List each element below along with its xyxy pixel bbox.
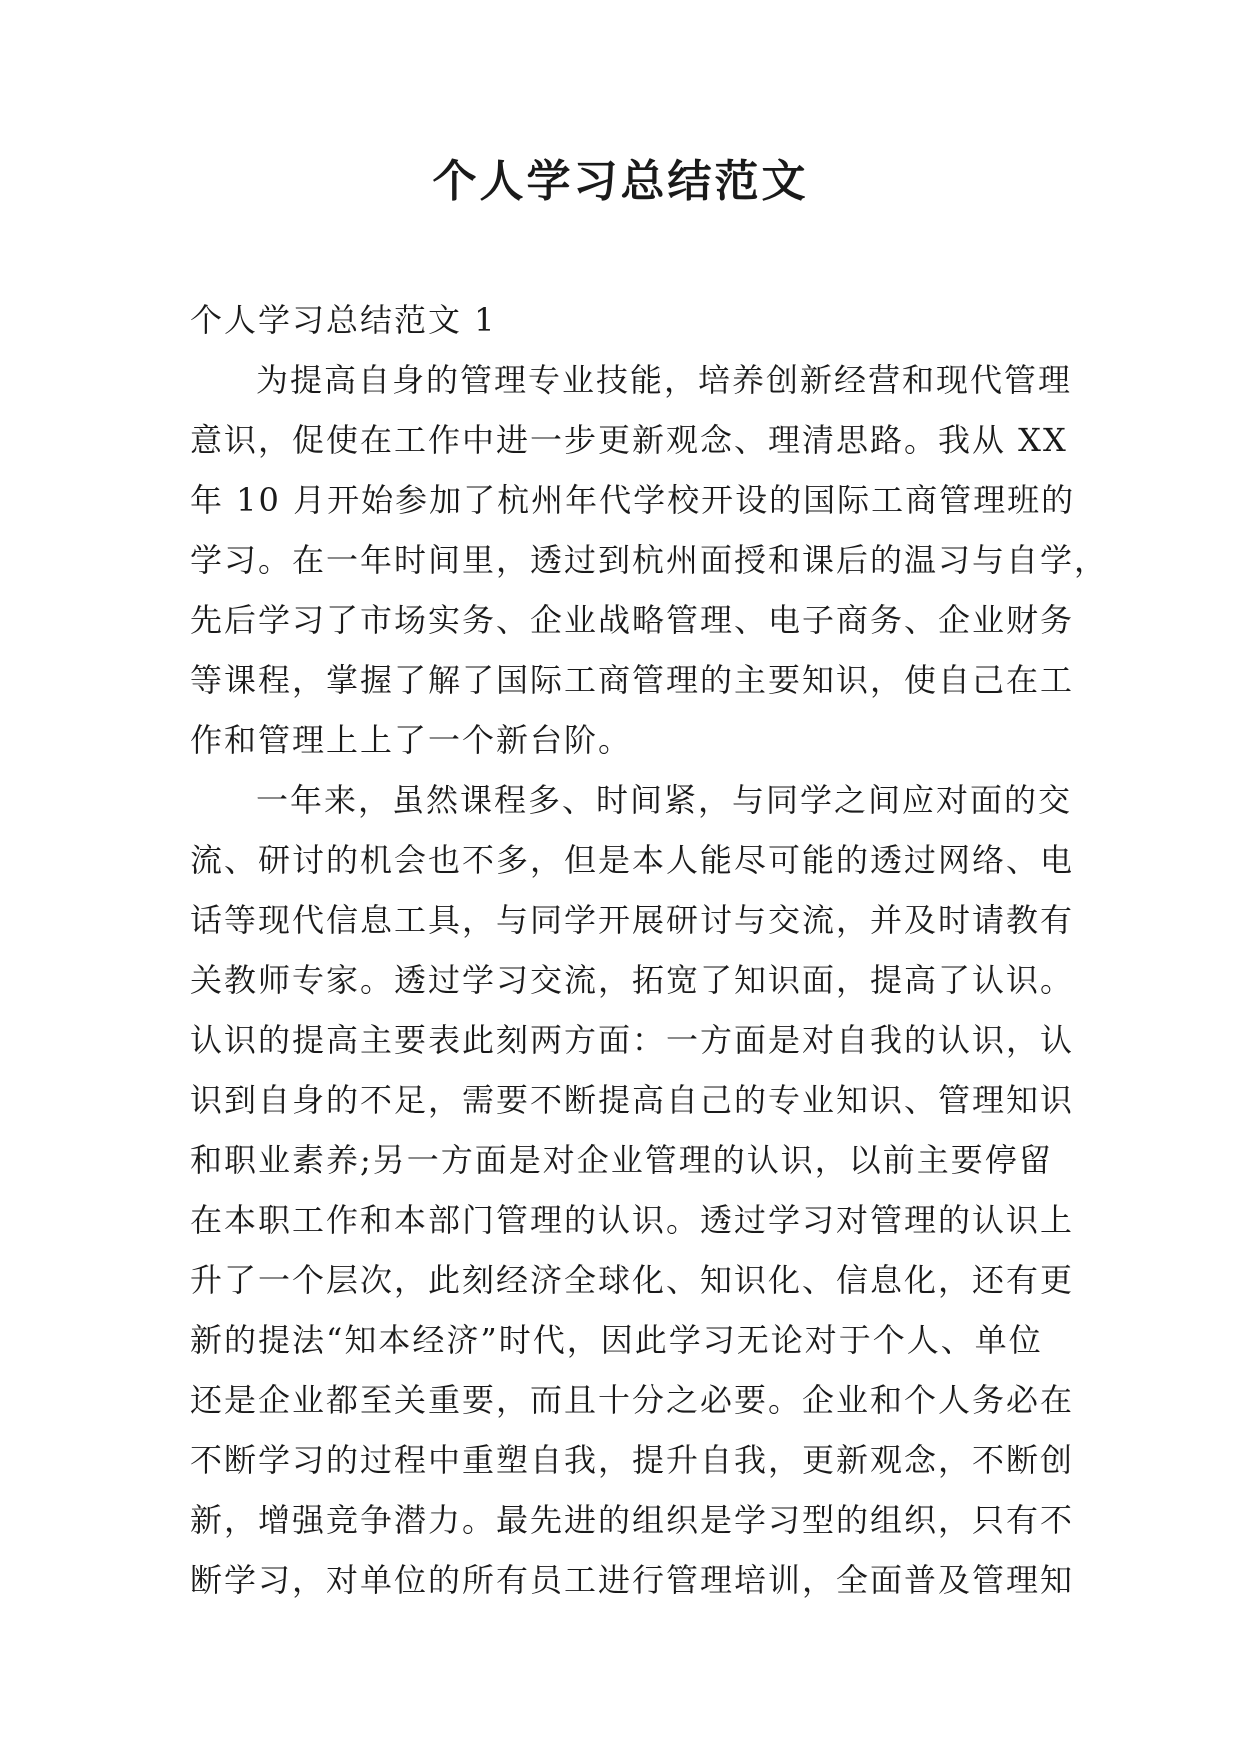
paragraph-line: 关教师专家。透过学习交流，拓宽了知识面，提高了认识。 bbox=[190, 961, 1075, 999]
paragraph-line: 和职业素养;另一方面是对企业管理的认识，以前主要停留 bbox=[190, 1141, 1053, 1179]
paragraph-line: 等课程，掌握了解了国际工商管理的主要知识，使自己在工 bbox=[190, 661, 1075, 699]
section-heading: 个人学习总结范文 1 bbox=[190, 301, 497, 339]
paragraph-line: 断学习，对单位的所有员工进行管理培训，全面普及管理知 bbox=[190, 1561, 1075, 1599]
paragraph-1 bbox=[190, 350, 1109, 770]
paragraph-line: 新的提法“知本经济”时代，因此学习无论对于个人、单位 bbox=[190, 1321, 1043, 1359]
paragraph-line: 一年来，虽然课程多、时间紧，与同学之间应对面的交 bbox=[256, 781, 1073, 819]
paragraph-line: 先后学习了市场实务、企业战略管理、电子商务、企业财务 bbox=[190, 601, 1075, 639]
document-title: 个人学习总结范文 bbox=[432, 156, 809, 207]
paragraph-line: 话等现代信息工具，与同学开展研讨与交流，并及时请教有 bbox=[190, 901, 1075, 939]
paragraph-line: 在本职工作和本部门管理的认识。透过学习对管理的认识上 bbox=[190, 1201, 1075, 1239]
paragraph-line: 作和管理上上了一个新台阶。 bbox=[190, 721, 633, 759]
paragraph-2 bbox=[190, 770, 1075, 1610]
paragraph-line: 升了一个层次，此刻经济全球化、知识化、信息化，还有更 bbox=[190, 1261, 1075, 1299]
paragraph-line: 还是企业都至关重要，而且十分之必要。企业和个人务必在 bbox=[190, 1381, 1075, 1419]
paragraph-line: 新，增强竞争潜力。最先进的组织是学习型的组织，只有不 bbox=[190, 1501, 1075, 1539]
paragraph-line: 识到自身的不足，需要不断提高自己的专业知识、管理知识 bbox=[190, 1081, 1075, 1119]
paragraph-line: 为提高自身的管理专业技能，培养创新经营和现代管理 bbox=[256, 361, 1073, 399]
paragraph-line: 流、研讨的机会也不多，但是本人能尽可能的透过网络、电 bbox=[190, 841, 1075, 879]
paragraph-line: 认识的提高主要表此刻两方面：一方面是对自我的认识，认 bbox=[190, 1021, 1075, 1059]
paragraph-line: 学习。在一年时间里，透过到杭州面授和课后的温习与自学， bbox=[190, 541, 1109, 579]
document-body bbox=[190, 290, 1109, 1610]
paragraph-line: 意识，促使在工作中进一步更新观念、理清思路。我从 XX bbox=[190, 421, 1068, 459]
paragraph-line: 不断学习的过程中重塑自我，提升自我，更新观念，不断创 bbox=[190, 1441, 1075, 1479]
paragraph-line: 年 10 月开始参加了杭州年代学校开设的国际工商管理班的 bbox=[190, 481, 1076, 519]
